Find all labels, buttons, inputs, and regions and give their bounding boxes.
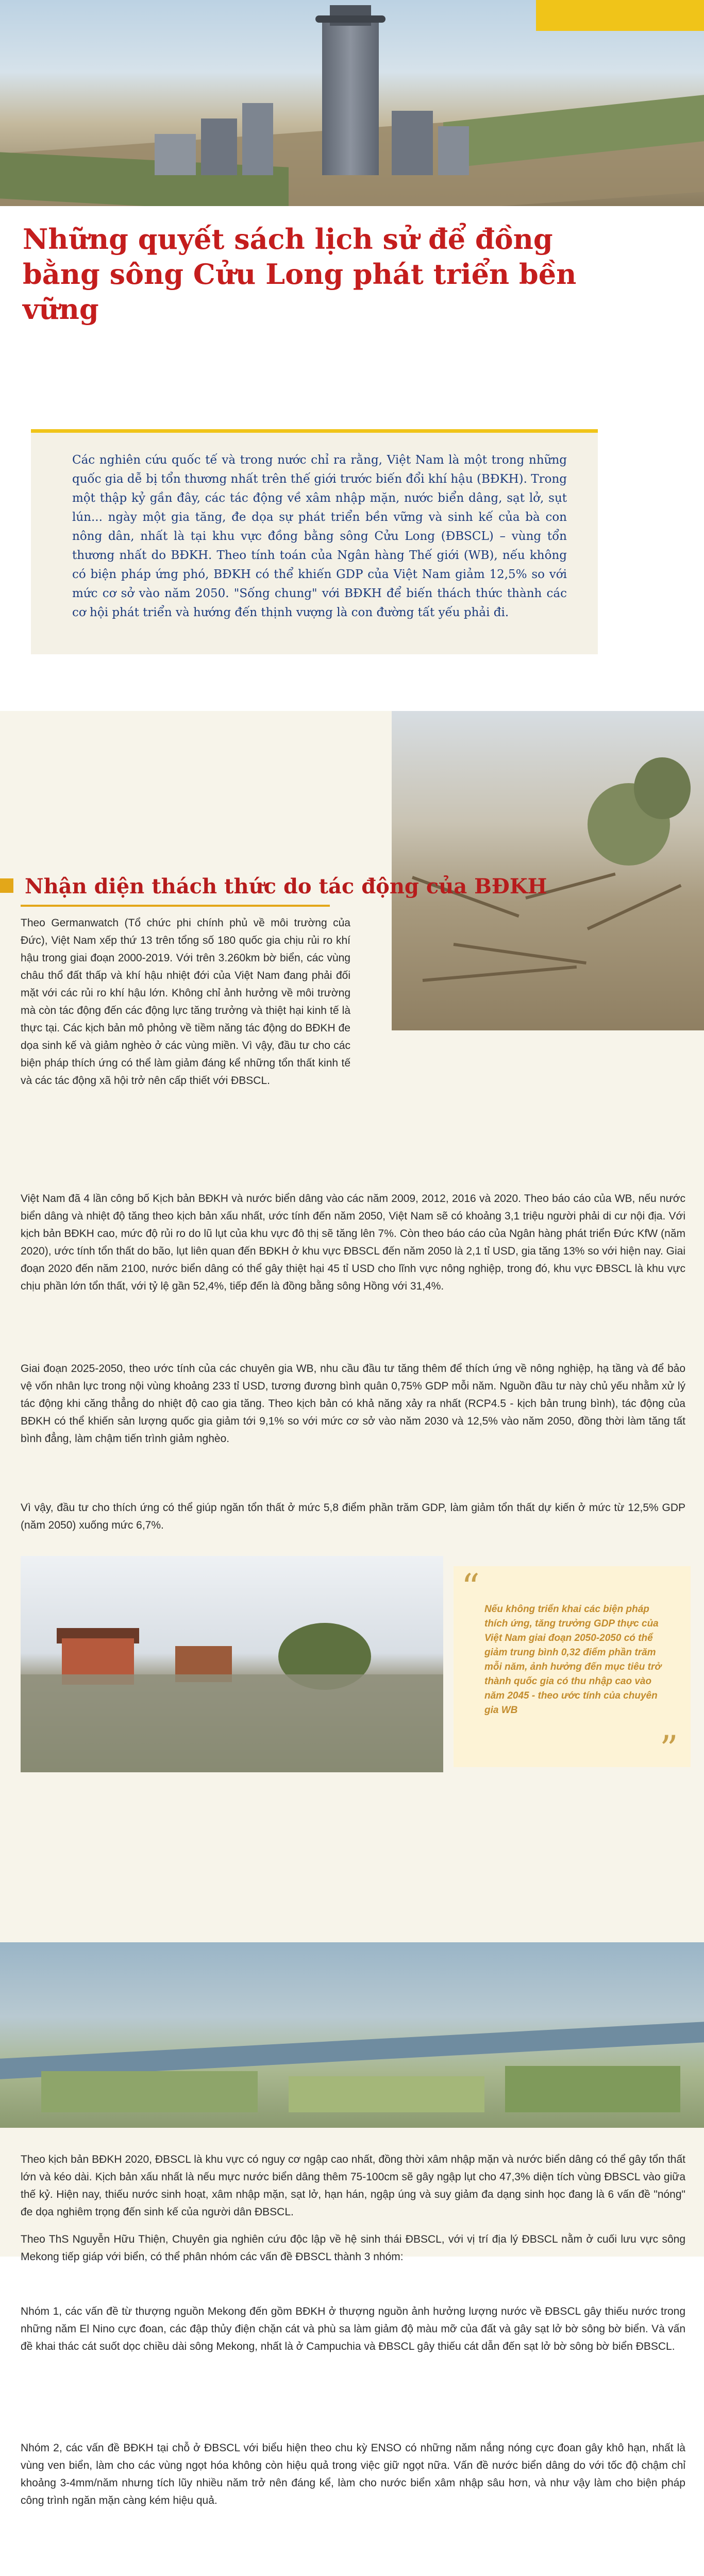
body-paragraph: Theo Germanwatch (Tổ chức phi chính phủ về môi trường của Đức), Việt Nam xếp thứ 13 trên tổng số 180 quốc gia chịu rủi ro khí hậu trong giai đoạn 2000-2019. Với trên 3.260km bờ biển, các vùng châu thổ đất thấp và khí hậu nhiệt đới của Việt Nam đang phải đối mặt với các rủi ro khí hậu lớn. Không chỉ ảnh hưởng về môi trường mà còn tác động đến các động lực tăng trưởng và thiệt hại kinh tế là thực tại. Các kịch bản mô phỏng về tiềm năng tác động do BĐKH đe dọa sinh kế và giảm nghèo ở các vùng miền. Vì vậy, đầu tư cho các biện pháp thích ứng có thể làm giảm đáng kể những tổn thất kinh tế và các tác động xã hội trở nên cấp thiết với ĐBSCL.: [21, 917, 350, 1087]
drought-crack: [454, 943, 586, 964]
hero-building: [201, 118, 237, 175]
hero-building: [438, 126, 469, 175]
close-quote-icon: ”: [660, 1728, 678, 1770]
section-marker: [0, 878, 13, 893]
intro-paragraph: Các nghiên cứu quốc tế và trong nước chỉ ra rằng, Việt Nam là một trong những quốc gia dễ bị tổn thương nhất trên thế giới trước biến đổi khí hậu (BĐKH). Trong một thập kỷ gần đây, các tác động về xâm nhập mặn, nước biển dâng, sạt lở, sụt lún... ngày một gia tăng, đe dọa sự phát triển bền vững và sinh kế của bà con nông dân, nhất là tại khu vực đồng bằng sông Cửu Long (ĐBSCL) – vùng tổn thương nhất do BĐKH. Theo tính toán của Ngân hàng Thế giới (WB), nếu không có biện pháp ứng phó, BĐKH có thể khiến GDP của Việt Nam giảm 12,5% so với mức cơ sở vào năm 2050. "Sống chung" với BĐKH để biến thách thức thành các cơ hội phát triển và hướng đến thịnh vượng là con đường tất yếu phải đi.: [72, 453, 567, 619]
body-paragraph: Theo ThS Nguyễn Hữu Thiện, Chuyên gia nghiên cứu độc lập về hệ sinh thái ĐBSCL, với vị trí địa lý ĐBSCL nằm ở cuối lưu vực sông Mekong tiếp giáp với biển, có thể phân nhóm các vấn đề ĐBSCL thành 3 nhóm:: [21, 2233, 685, 2263]
aerial-field: [505, 2066, 680, 2112]
photo-drought-field: [392, 711, 704, 1030]
body-paragraph: Theo kịch bản BĐKH 2020, ĐBSCL là khu vực có nguy cơ ngập cao nhất, đồng thời xâm nhập mặn và nước biển dâng có thể gây tổn thất lớn và kéo dài. Kịch bản xấu nhất là nếu mực nước biển dâng thêm 75-100cm sẽ gây ngập lụt cho 47,3% diện tích vùng ĐBSCL vào giữa thế kỷ. Hiện nay, thiếu nước sinh hoạt, xâm nhập mặn, sạt lở, hạn hán, ngập úng và suy giảm đa dạng sinh học đang là 6 vấn đề "nóng" đe dọa nghiêm trọng đến sinh kế của người dân ĐBSCL.: [21, 2154, 685, 2218]
photo-aerial-delta: [0, 1942, 704, 2128]
hero-tower-helipad: [315, 15, 385, 23]
title-box: [13, 211, 637, 326]
quote-text: Nếu không triển khai các biện pháp thích ứng, tăng trưởng GDP thực của Việt Nam giai đoạn 2050-2050 có thể giảm trung bình 0,32 điểm phần trăm mỗi năm, ảnh hưởng đến mục tiêu trở thành quốc gia có thu nhập cao vào năm 2045 - theo ước tính của chuyên gia WB: [484, 1604, 662, 1716]
body-paragraph: Nhóm 2, các vấn đề BĐKH tại chỗ ở ĐBSCL với biểu hiện theo chu kỳ ENSO có những năm nắng nóng cực đoan gây khô hạn, nhất là vùng ven biển, làm cho các vùng ngọt hóa không còn hiệu quả trong việc giữ ngọt nữa. Vấn đề nước biển dâng do với tốc độ chậm chỉ khoảng 3-4mm/năm nhưng tích lũy nhiều năm trở nên đáng kể, làm cho nước biển xâm nhập sâu hơn, và như vậy làm cho biện pháp công trình ngăn mặn càng kém hiệu quả.: [21, 2442, 685, 2506]
aerial-field: [41, 2071, 258, 2112]
hero-accent-bar: [536, 0, 704, 31]
body-paragraph: Nhóm 1, các vấn đề từ thượng nguồn Mekong đến gồm BĐKH ở thượng nguồn ảnh hưởng lượng nước về ĐBSCL gây thiếu nước trong những năm El Nino cực đoan, các đập thủy điện chặn cát và phù sa làm giảm độ màu mỡ của đất và gây sạt lở bờ sông bờ biển. Và vấn đề khai thác cát suốt dọc chiều dài sông Mekong, nhất là ở Campuchia và ĐBSCL gây thiếu cát dẫn đến sạt lở bờ sông bờ biển ĐBSCL.: [21, 2306, 685, 2352]
body-paragraph: Giai đoạn 2025-2050, theo ước tính của các chuyên gia WB, nhu cầu đầu tư tăng thêm để thích ứng về nông nghiệp, hạ tầng và để bảo vệ vốn nhân lực trong nội vùng khoảng 233 tỉ USD, tương đương bình quân 0,75% GDP mỗi năm. Nguồn đầu tư này chủ yếu nhằm xử lý tác động khi căng thẳng do nhiệt độ cao gia tăng. Theo kịch bản có khả năng xảy ra nhất (RCP4.5 - kịch bản trung bình), tác động của BĐKH có thể khiến sản lượng quốc gia giảm tới 9,1% so với mức cơ sở vào năm 2030 và 12,5% vào năm 2050, đồng thời làm tăng tất bình đẳng, làm chậm tiến trình giảm nghèo.: [21, 1363, 685, 1445]
open-quote-icon: “: [461, 1566, 480, 1608]
hero-tower: [322, 21, 379, 175]
aerial-field: [289, 2076, 484, 2112]
drought-tree: [634, 757, 691, 819]
section-title: Nhận diện thách thức do tác động của BĐKH: [25, 874, 547, 899]
hero-photo-city-river: [0, 0, 704, 206]
intro-accent-bar: [31, 429, 598, 433]
hero-building: [392, 111, 433, 175]
page-title: Những quyết sách lịch sử để đồng bằng sông Cửu Long phát triển bền vững: [23, 223, 577, 326]
flood-water: [21, 1674, 443, 1772]
body-paragraph: Việt Nam đã 4 lần công bố Kịch bản BĐKH và nước biển dâng vào các năm 2009, 2012, 2016 và 2020. Theo báo cáo của WB, nếu nước biển dâng và nhiệt độ tăng theo kịch bản xấu nhất, ước tính đến năm 2050, Việt Nam sẽ có khoảng 3,1 triệu người phải di cư nội địa. Với kịch bản BĐKH cao, mức độ rủi ro do lũ lụt của khu vực đô thị sẽ tăng lên 7%. Còn theo báo cáo của Ngân hàng phát triển Đức KfW (năm 2020), ước tính tổn thất do bão, lụt liên quan đến BĐKH ở khu vực ĐBSCL đến năm 2050 là 2,1 tỉ USD, gia tăng 13% so với hiện nay. Giai đoạn 2020 đến năm 2100, nước biển dâng có thể gây thiệt hại 45 tỉ USD cho lĩnh vực nông nghiệp, trong đó, khu vực ĐBSCL là khu vực chịu phần lớn tổn thất, với tỷ lệ gần 52,4%, tiếp đến là đồng bằng sông Hồng với 31,4%.: [21, 1193, 685, 1292]
drought-crack: [423, 965, 577, 982]
photo-flooded-village: [21, 1556, 443, 1772]
hero-building: [242, 103, 273, 175]
hero-building: [155, 134, 196, 175]
body-paragraph: Vì vậy, đầu tư cho thích ứng có thể giúp ngăn tổn thất ở mức 5,8 điểm phần trăm GDP, làm giảm tổn thất dự kiến ở mức từ 12,5% GDP (năm 2050) xuống mức 6,7%.: [21, 1502, 685, 1531]
drought-crack: [587, 884, 682, 930]
section-underline: [21, 905, 330, 907]
